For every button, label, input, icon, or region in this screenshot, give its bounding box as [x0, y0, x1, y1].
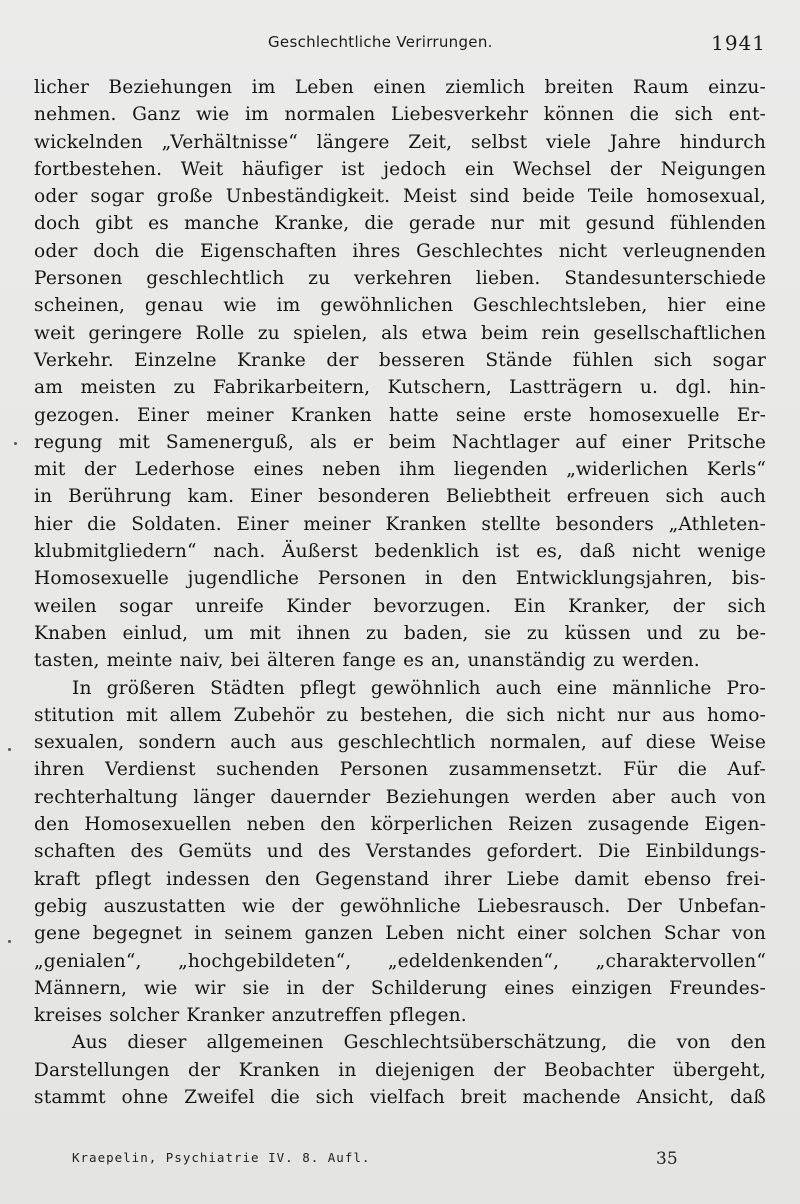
text-line: gebig auszustatten wie der gewöhnliche Liebesrausch. Der Unbefan- [34, 895, 766, 917]
text-line: stitution mit allem Zubehör zu bestehen, die sich nicht nur aus homo- [34, 704, 766, 726]
text-line: oder doch die Eigenschaften ihres Geschlechtes nicht verleugnenden [34, 240, 766, 262]
text-line: tasten, meinte naiv, bei älteren fange es an, unanständig zu werden. [34, 650, 700, 672]
text-line: Personen geschlechtlich zu verkehren lieben. Standesunterschiede [34, 268, 766, 290]
text-line: regung mit Samenerguß, als er beim Nachtlager auf einer Pritsche [34, 431, 766, 453]
text-line: mit der Lederhose eines neben ihm liegenden „widerlichen Kerls“ [34, 459, 766, 481]
text-line: sexualen, sondern auch aus geschlechtlich normalen, auf diese Weise [34, 732, 766, 754]
running-title: Geschlechtliche Verirrungen. [268, 33, 493, 51]
text-line: Darstellungen der Kranken in diejenigen der Beobachter übergeht, [34, 1059, 766, 1081]
body-text [34, 74, 766, 1111]
text-line: hier die Soldaten. Einer meiner Kranken stellte besonders „Athleten- [34, 513, 766, 535]
text-line: weit geringere Rolle zu spielen, als etwa beim rein gesellschaftlichen [34, 322, 766, 344]
text-line: Homosexuelle jugendliche Personen in den Entwicklungsjahren, bis- [34, 568, 766, 590]
text-line: ihren Verdienst suchenden Personen zusammensetzt. Für die Auf- [34, 759, 766, 781]
text-line: doch gibt es manche Kranke, die gerade nur mit gesund fühlenden [34, 213, 766, 235]
text-line: Aus dieser allgemeinen Geschlechtsüberschätzung, die von den [72, 1032, 766, 1054]
text-line: klubmitgliedern“ nach. Äußerst bedenklich ist es, daß nicht wenige [34, 541, 766, 563]
text-line: In größeren Städten pflegt gewöhnlich auch eine männliche Pro- [72, 677, 766, 699]
text-line: rechterhaltung länger dauernder Beziehungen werden aber auch von [34, 786, 766, 808]
text-line: in Berührung kam. Einer besonderen Beliebtheit erfreuen sich auch [34, 486, 766, 508]
text-line: Knaben einlud, um mit ihnen zu baden, sie zu küssen und zu be- [34, 622, 766, 644]
text-line: licher Beziehungen im Leben einen ziemlich breiten Raum einzu- [34, 77, 766, 98]
text-line: kraft pflegt indessen den Gegenstand ihrer Liebe damit ebenso frei- [34, 868, 766, 890]
text-line: „genialen“, „hochgebildeten“, „edeldenkenden“, „charaktervollen“ [34, 950, 766, 972]
text-line: schaften des Gemüts und des Verstandes gefordert. Die Einbildungs- [34, 841, 766, 863]
text-line: kreises solcher Kranker anzutreffen pflegen. [34, 1005, 467, 1027]
text-line: wickelnden „Verhältnisse“ längere Zeit, selbst viele Jahre hindurch [34, 131, 766, 153]
footer-source: Kraepelin, Psychiatrie IV. 8. Aufl. [72, 1150, 371, 1165]
text-line: Männern, wie wir sie in der Schilderung eines einzigen Freundes- [34, 977, 766, 999]
text-line: scheinen, genau wie im gewöhnlichen Geschlechtsleben, hier eine [34, 295, 766, 317]
running-head [0, 33, 800, 57]
page-number: 1941 [711, 31, 766, 55]
text-line: fortbestehen. Weit häufiger ist jedoch ein Wechsel der Neigungen [34, 158, 766, 180]
margin-speck [8, 940, 11, 943]
text-line: stammt ohne Zweifel die sich vielfach breit machende Ansicht, daß [34, 1086, 766, 1108]
text-line: gene begegnet in seinem ganzen Leben nicht einer solchen Schar von [34, 923, 766, 945]
margin-speck [8, 748, 11, 751]
text-line: Verkehr. Einzelne Kranke der besseren Stände fühlen sich sogar [34, 349, 766, 371]
text-line: oder sogar große Unbeständigkeit. Meist sind beide Teile homosexual, [34, 186, 766, 208]
text-line: weilen sogar unreife Kinder bevorzugen. Ein Kranker, der sich [34, 595, 766, 617]
text-line: den Homosexuellen neben den körperlichen Reizen zusagende Eigen- [34, 814, 766, 836]
text-line: am meisten zu Fabrikarbeitern, Kutschern, Lastträgern u. dgl. hin- [34, 377, 766, 399]
text-line: nehmen. Ganz wie im normalen Liebesverkehr können die sich ent- [34, 104, 766, 126]
text-line: gezogen. Einer meiner Kranken hatte seine erste homosexuelle Er- [34, 404, 766, 426]
footer-signature: 35 [656, 1149, 678, 1169]
margin-speck [14, 442, 17, 445]
